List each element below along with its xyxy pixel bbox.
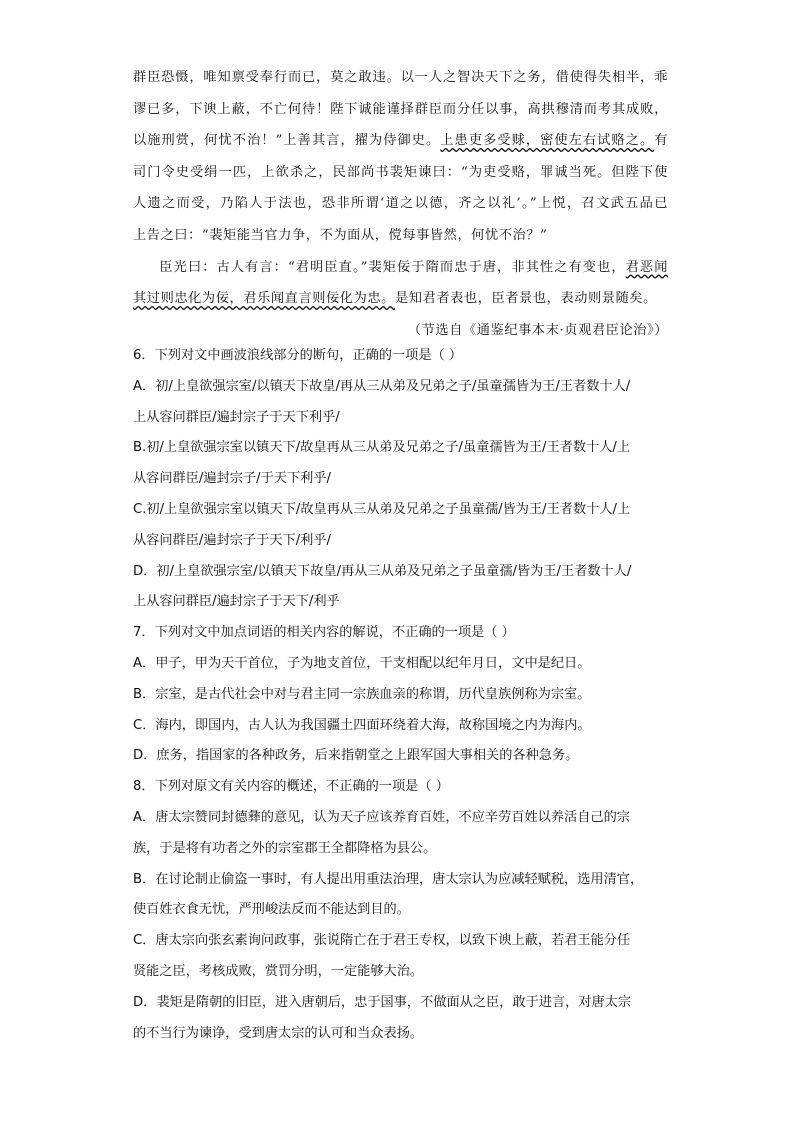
passage-text: 群臣恐慑，唯知禀受奉行而已，莫之敢违。以一人之智决天下之务，借使得失相半，乖 bbox=[133, 70, 668, 85]
question-option-line: D．初/上皇欲强宗室/以镇天下故皇/再从三从弟及兄弟之子虽童孺/皆为王/王者数十人/ bbox=[133, 563, 632, 579]
question-option-line: B．在讨论制止偷盗一事时，有人提出用重法治理，唐太宗认为应减轻赋税，选用清官， bbox=[133, 871, 644, 887]
passage-text: 司门令史受绢一匹，上欲杀之，民部尚书裴矩谏曰：“为吏受赂，罪诚当死。但陛下使 bbox=[133, 164, 668, 180]
passage-text: 以施刑赏，何忧不治！”上善其言，擢为侍御史。 bbox=[133, 133, 441, 149]
passage-text: 臣光曰：古人有言：“君明臣直。”裴矩佞于隋而忠于唐，非其性之有变也， bbox=[159, 259, 626, 275]
passage-line bbox=[133, 283, 668, 315]
passage-body bbox=[133, 62, 668, 252]
question-option-line: 的不当行为谏诤，受到唐太宗的认可和当众表扬。 bbox=[133, 1025, 424, 1041]
question-option-line: C．海内，即国内，古人认为我国疆土四面环绕着大海，故称国境之内为海内。 bbox=[133, 717, 591, 733]
question-option-line: A．初/上皇欲强宗室/以镇天下故皇/再从三从弟及兄弟之子/虽童孺皆为王/王者数十人/ bbox=[133, 378, 631, 394]
passage-text: 谬已多，下谀上蔽，不亡何待！陛下诚能谨择群臣而分任以事，高拱穆清而考其成败， bbox=[133, 101, 668, 117]
question-stem: 8．下列对原文有关内容的概述，不正确的一项是（ ） bbox=[133, 779, 449, 795]
passage-line bbox=[133, 188, 668, 220]
classical-chinese-passage bbox=[133, 62, 668, 346]
question-option-line: A．甲子，甲为天干首位，子为地支首位，干支相配以纪年月日，文中是纪日。 bbox=[133, 655, 591, 671]
passage-line bbox=[133, 62, 668, 94]
passage-line bbox=[133, 220, 668, 252]
question-stem: 6．下列对文中画波浪线部分的断句，正确的一项是（ ） bbox=[133, 348, 463, 363]
passage-text: 上告之曰：“裴矩能当官力争，不为面从，傥每事皆然，何忧不治？” bbox=[133, 227, 548, 243]
wavy-underlined-text: 上患吏多受赇，密使左右试赂之。 bbox=[440, 133, 655, 149]
sima-guang-comment bbox=[133, 252, 668, 315]
passage-line bbox=[133, 157, 668, 189]
question-option-line: 从容问群臣/遍封宗子/于天下利乎/ bbox=[133, 471, 331, 487]
question-option-line: C．唐太宗向张玄素询问政事，张说隋亡在于君王专权，以致下谀上蔽，若君王能分任 bbox=[133, 933, 631, 949]
question-option-line: D．裴矩是隋朝的旧臣，进入唐朝后，忠于国事，不做面从之臣，敢于进言，对唐太宗 bbox=[133, 994, 632, 1010]
passage-text: 有 bbox=[654, 133, 668, 149]
question-option-line: 上从容问群臣/遍封宗子于天下/利乎 bbox=[133, 594, 340, 610]
question-option-line: B．宗室，是古代社会中对与君主同一宗族血亲的称谓，历代皇族例称为宗室。 bbox=[133, 686, 591, 702]
question-option-line: A．唐太宗赞同封德彝的意见，认为天子应该养育百姓，不应辛劳百姓以养活自己的宗 bbox=[133, 809, 630, 825]
question-option-line: 族，于是将有功者之外的宗室郡王全都降格为县公。 bbox=[133, 840, 437, 856]
passage-line bbox=[133, 252, 668, 284]
question-stem: 7．下列对文中加点词语的相关内容的解说，不正确的一项是（ ） bbox=[133, 625, 515, 641]
passage-line bbox=[133, 94, 668, 126]
question-option-line: 使百姓衣食无忧，严刑峻法反而不能达到目的。 bbox=[133, 902, 410, 918]
question-option-line: D．庶务，指国家的各种政务，后来指朝堂之上跟军国大事相关的各种急务。 bbox=[133, 748, 579, 764]
passage-line bbox=[133, 125, 668, 157]
question-option-line: C.初/上皇欲强宗室以镇天下/故皇再从三从弟及兄弟之子虽童孺/皆为王/王者数十人/上 bbox=[133, 501, 631, 517]
question-option-line: 上从容问群臣/遍封宗子于天下利乎/ bbox=[133, 409, 340, 425]
question-option-line: 从容问群臣/遍封宗子于天下/利乎/ bbox=[133, 532, 331, 548]
question-list bbox=[133, 341, 668, 1049]
passage-text: 人遗之而受，乃陷人于法也，恐非所谓‘道之以德，齐之以礼’。”上悦，召文武五品已 bbox=[133, 196, 668, 212]
passage-source: （节选自《通鉴纪事本末·贞观君臣论治》） bbox=[407, 322, 668, 338]
question-option-line: B.初/上皇欲强宗室以镇天下/故皇再从三从弟及兄弟之子/虽童孺皆为王/王者数十人/上 bbox=[133, 440, 631, 456]
passage-text: 是知君者表也，臣者景也，表动则景随矣。 bbox=[394, 291, 657, 307]
question-option-line: 贤能之臣，考核成败，赏罚分明，一定能够大治。 bbox=[133, 963, 424, 979]
wavy-underlined-text: 其过则忠化为佞，君乐闻直言则佞化为忠。 bbox=[133, 291, 395, 307]
wavy-underlined-text: 君恶闻 bbox=[625, 259, 669, 275]
